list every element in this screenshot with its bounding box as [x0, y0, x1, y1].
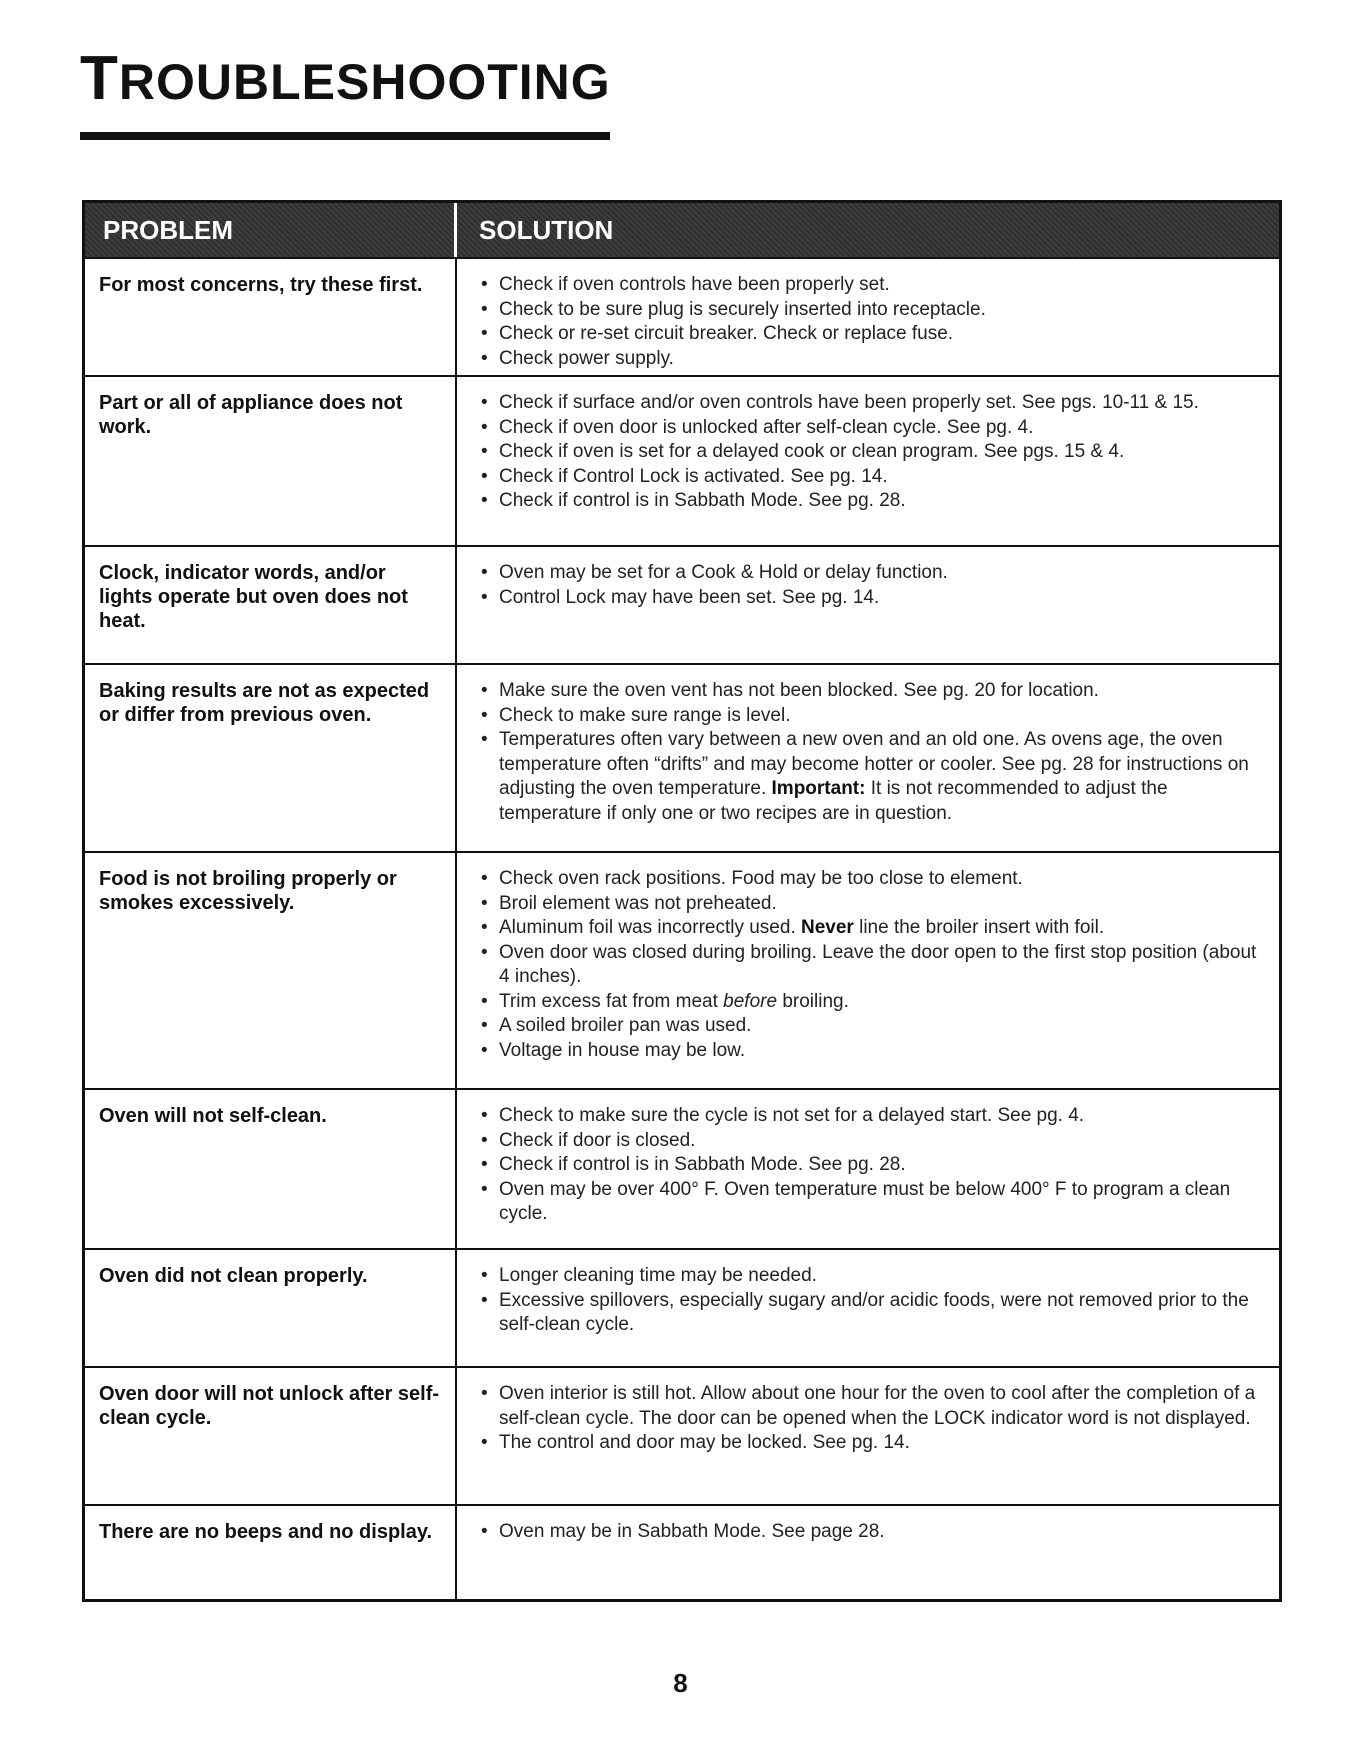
solution-item: • Oven door was closed during broiling. Leave the door open to the first stop position (about 4 inches).: [477, 941, 1263, 990]
solution-item: • Check if door is closed.: [477, 1129, 1263, 1154]
before-emphasis: before: [723, 990, 778, 1012]
solution-text: line the broiler insert with foil.: [853, 917, 1105, 938]
solution-list: [477, 273, 1263, 371]
solution-item: • Oven may be set for a Cook & Hold or delay function.: [477, 561, 1263, 586]
solution-list: [477, 391, 1263, 514]
table-row: [85, 1368, 1279, 1506]
solution-cell: [457, 1506, 1279, 1599]
table-row: [85, 1250, 1279, 1368]
solution-item: • Check or re-set circuit breaker. Check or replace fuse.: [477, 322, 1263, 347]
solution-item: • Make sure the oven vent has not been blocked. See pg. 20 for location.: [477, 679, 1263, 704]
troubleshooting-table: [82, 200, 1282, 1602]
solution-cell: [457, 1368, 1279, 1504]
important-label: Important:: [771, 778, 866, 799]
solution-item: • Broil element was not preheated.: [477, 892, 1263, 917]
solution-item: • Oven may be over 400° F. Oven temperature must be below 400° F to program a clean cycle.: [477, 1178, 1263, 1227]
solution-item: • Check if control is in Sabbath Mode. See pg. 28.: [477, 489, 1263, 514]
problem-cell: There are no beeps and no display.: [85, 1506, 457, 1599]
solution-text: Aluminum foil was incorrectly used.: [499, 917, 801, 938]
table-row: [85, 259, 1279, 377]
solution-list: [477, 561, 1263, 610]
header-problem: PROBLEM: [85, 203, 457, 257]
problem-cell: Oven door will not unlock after self-clean cycle.: [85, 1368, 457, 1504]
solution-item: • Oven interior is still hot. Allow about one hour for the oven to cool after the completion of a self-clean cycle. The door can be opened when the LOCK indicator word is not displayed.: [477, 1382, 1263, 1431]
solution-item: [477, 990, 1263, 1015]
solution-cell: [457, 377, 1279, 545]
page-title-text: [80, 44, 611, 113]
problem-cell: Oven will not self-clean.: [85, 1090, 457, 1248]
title-first-letter: T: [80, 44, 119, 113]
solution-item: • A soiled broiler pan was used.: [477, 1014, 1263, 1039]
solution-item: • Control Lock may have been set. See pg. 14.: [477, 586, 1263, 611]
page-number: 8: [673, 1668, 688, 1698]
solution-item: • Check to make sure range is level.: [477, 704, 1263, 729]
solution-item: • Oven may be in Sabbath Mode. See page 28.: [477, 1520, 1263, 1545]
page-title: [80, 44, 611, 113]
table-header: [85, 203, 1279, 259]
problem-cell: Food is not broiling properly or smokes excessively.: [85, 853, 457, 1088]
solution-cell: [457, 259, 1279, 375]
solution-text: It is not recommended to adjust the temperature if only one or two recipes are in question.: [499, 778, 1168, 824]
solution-cell: [457, 1250, 1279, 1366]
solution-text: Temperatures often vary between a new oven and an old one. As ovens age, the oven temperature often “drifts” and may become hotter or cooler. See pg. 28 for instructions on adjusting the oven temperature.: [499, 729, 1249, 799]
solution-list: [477, 867, 1263, 1063]
solution-list: [477, 1264, 1263, 1338]
problem-cell: For most concerns, try these first.: [85, 259, 457, 375]
solution-item: • Check if Control Lock is activated. See pg. 14.: [477, 465, 1263, 490]
solution-item: • Check if oven is set for a delayed cook or clean program. See pgs. 15 & 4.: [477, 440, 1263, 465]
solution-item: • Longer cleaning time may be needed.: [477, 1264, 1263, 1289]
solution-item: • Check to be sure plug is securely inserted into receptacle.: [477, 298, 1263, 323]
problem-cell: Part or all of appliance does not work.: [85, 377, 457, 545]
solution-cell: [457, 547, 1279, 663]
solution-item: • Check to make sure the cycle is not set for a delayed start. See pg. 4.: [477, 1104, 1263, 1129]
solution-cell: [457, 1090, 1279, 1248]
solution-item: • Check if oven controls have been properly set.: [477, 273, 1263, 298]
table-row: [85, 853, 1279, 1090]
header-solution: SOLUTION: [479, 214, 614, 245]
table-row: [85, 547, 1279, 665]
problem-cell: Baking results are not as expected or differ from previous oven.: [85, 665, 457, 851]
never-label: Never: [801, 917, 854, 938]
solution-item: • Check oven rack positions. Food may be too close to element.: [477, 867, 1263, 892]
solution-item: • Excessive spillovers, especially sugary and/or acidic foods, were not removed prior to the self-clean cycle.: [477, 1289, 1263, 1338]
solution-item: • Check if control is in Sabbath Mode. See pg. 28.: [477, 1153, 1263, 1178]
solution-item: • The control and door may be locked. See pg. 14.: [477, 1431, 1263, 1456]
solution-list: [477, 679, 1263, 826]
table-row: [85, 665, 1279, 853]
solution-item: • Check if surface and/or oven controls have been properly set. See pgs. 10-11 & 15.: [477, 391, 1263, 416]
solution-text: Trim excess fat from meat: [499, 990, 724, 1012]
solution-item: [477, 728, 1263, 826]
table-row: [85, 1506, 1279, 1599]
solution-list: [477, 1520, 1263, 1545]
solution-item: • Check power supply.: [477, 347, 1263, 372]
solution-cell: [457, 853, 1279, 1088]
solution-cell: [457, 665, 1279, 851]
solution-item: • Voltage in house may be low.: [477, 1039, 1263, 1064]
title-rest: ROUBLESHOOTING: [118, 54, 611, 110]
title-underline: [80, 132, 610, 140]
solution-item: [477, 916, 1263, 941]
problem-cell: Oven did not clean properly.: [85, 1250, 457, 1366]
table-row: [85, 1090, 1279, 1250]
table-row: [85, 377, 1279, 547]
problem-cell: Clock, indicator words, and/or lights operate but oven does not heat.: [85, 547, 457, 663]
solution-list: [477, 1104, 1263, 1227]
solution-text: broiling.: [777, 990, 849, 1012]
solution-list: [477, 1382, 1263, 1456]
solution-item: • Check if oven door is unlocked after self-clean cycle. See pg. 4.: [477, 416, 1263, 441]
